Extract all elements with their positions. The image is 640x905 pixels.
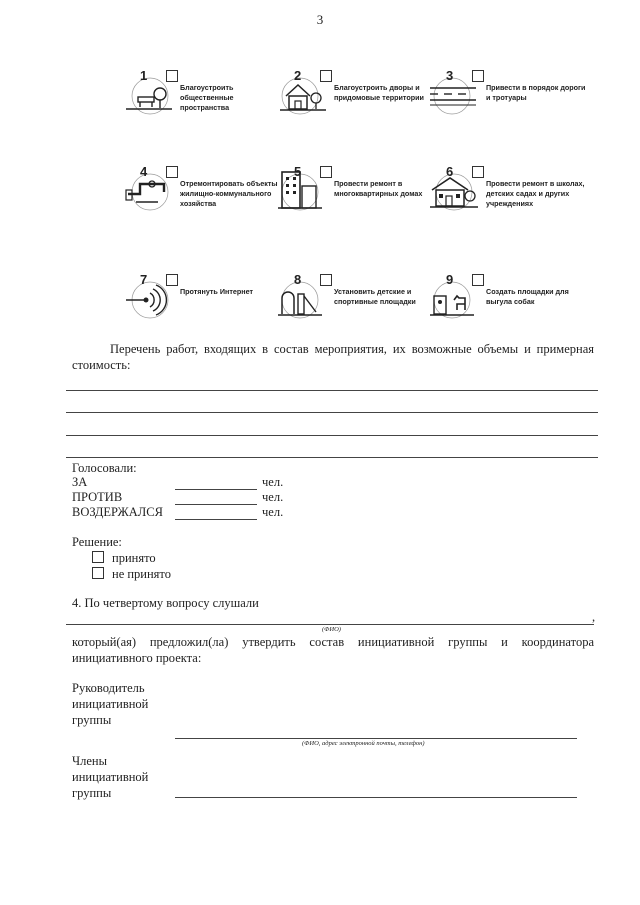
option-9 xyxy=(430,272,580,336)
vote-abstain-field[interactable] xyxy=(175,519,257,520)
option-label: Отремонтировать объекты жилищно-коммунального хозяйства xyxy=(180,179,278,208)
option-label: Благоустроить общественные пространства xyxy=(180,83,234,112)
leader-label-line-1: Руководитель xyxy=(72,681,145,695)
option-checkbox[interactable] xyxy=(320,166,332,178)
option-5 xyxy=(278,164,428,228)
speaker-comma: , xyxy=(592,610,596,624)
members-label-line-2: инициативной xyxy=(72,770,149,784)
option-6 xyxy=(430,164,585,228)
option-number: 9 xyxy=(446,272,454,287)
vote-against-field[interactable] xyxy=(175,504,257,505)
option-7 xyxy=(124,272,274,336)
leader-label-line-3: группы xyxy=(72,713,112,727)
vote-against-label: ПРОТИВ xyxy=(72,490,123,504)
leader-label xyxy=(72,680,148,728)
option-number: 4 xyxy=(140,164,148,179)
option-number: 7 xyxy=(140,272,148,287)
checkbox-accepted[interactable] xyxy=(92,551,104,563)
decision-option-rejected[interactable] xyxy=(92,566,171,582)
vote-against-unit: чел. xyxy=(262,490,284,504)
fio-caption: (ФИО) xyxy=(322,626,341,633)
option-3 xyxy=(430,68,586,132)
decision-rejected-label: не принято xyxy=(112,567,171,581)
leader-label-line-2: инициативной xyxy=(72,697,149,711)
option-number: 2 xyxy=(294,68,302,83)
option-4 xyxy=(124,164,278,228)
question4-text: который(ая) предложил(ла) утвердить состав инициативной группы и координатора инициативного проекта: xyxy=(72,635,594,665)
option-number: 8 xyxy=(294,272,302,287)
speaker-fio-line[interactable] xyxy=(66,624,594,625)
leader-caption: (ФИО, адрес электронной почты, телефон) xyxy=(302,740,425,747)
question4-heading: 4. По четвертому вопросу слушали xyxy=(72,596,259,610)
option-label: Провести ремонт в школах, детских садах и других учреждениях xyxy=(486,179,585,208)
option-1 xyxy=(124,68,274,132)
members-label-line-1: Члены xyxy=(72,754,107,768)
works-line-4[interactable] xyxy=(66,457,598,458)
option-label: Протянуть Интернет xyxy=(180,287,254,296)
works-intro: Перечень работ, входящих в состав мероприятия, их возможные объемы и примерная стоимость: xyxy=(72,342,594,372)
vote-abstain-unit: чел. xyxy=(262,505,284,519)
option-label: Установить детские и спортивные площадки xyxy=(334,287,416,306)
option-number: 3 xyxy=(446,68,454,83)
leader-field[interactable] xyxy=(175,738,577,739)
option-8 xyxy=(278,272,428,336)
vote-for-field[interactable] xyxy=(175,489,257,490)
works-line-3[interactable] xyxy=(66,435,598,436)
option-checkbox[interactable] xyxy=(472,166,484,178)
checkbox-rejected[interactable] xyxy=(92,567,104,579)
option-checkbox[interactable] xyxy=(166,70,178,82)
option-label: Благоустроить дворы и придомовые территории xyxy=(334,83,424,102)
vote-for-label: ЗА xyxy=(72,475,88,489)
voting-title: Голосовали: xyxy=(72,461,137,475)
decision-accepted-label: принято xyxy=(112,551,156,565)
decision-title: Решение: xyxy=(72,535,122,549)
vote-for-unit: чел. xyxy=(262,475,284,489)
option-checkbox[interactable] xyxy=(166,166,178,178)
option-label: Создать площадки для выгула собак xyxy=(486,287,569,306)
option-label: Привести в порядок дороги и тротуары xyxy=(486,83,586,102)
members-field[interactable] xyxy=(175,797,577,798)
members-label-line-3: группы xyxy=(72,786,112,800)
option-checkbox[interactable] xyxy=(320,274,332,286)
option-checkbox[interactable] xyxy=(166,274,178,286)
option-checkbox[interactable] xyxy=(320,70,332,82)
option-number: 6 xyxy=(446,164,454,179)
decision-option-accepted[interactable] xyxy=(92,550,156,566)
option-checkbox[interactable] xyxy=(472,70,484,82)
vote-abstain-label: ВОЗДЕРЖАЛСЯ xyxy=(72,505,163,519)
members-label xyxy=(72,753,148,801)
option-number: 5 xyxy=(294,164,302,179)
option-number: 1 xyxy=(140,68,148,83)
works-line-2[interactable] xyxy=(66,412,598,413)
page-number: 3 xyxy=(316,12,324,27)
option-label: Провести ремонт в многоквартирных домах xyxy=(334,179,423,198)
option-2 xyxy=(278,68,428,132)
option-checkbox[interactable] xyxy=(472,274,484,286)
works-line-1[interactable] xyxy=(66,390,598,391)
